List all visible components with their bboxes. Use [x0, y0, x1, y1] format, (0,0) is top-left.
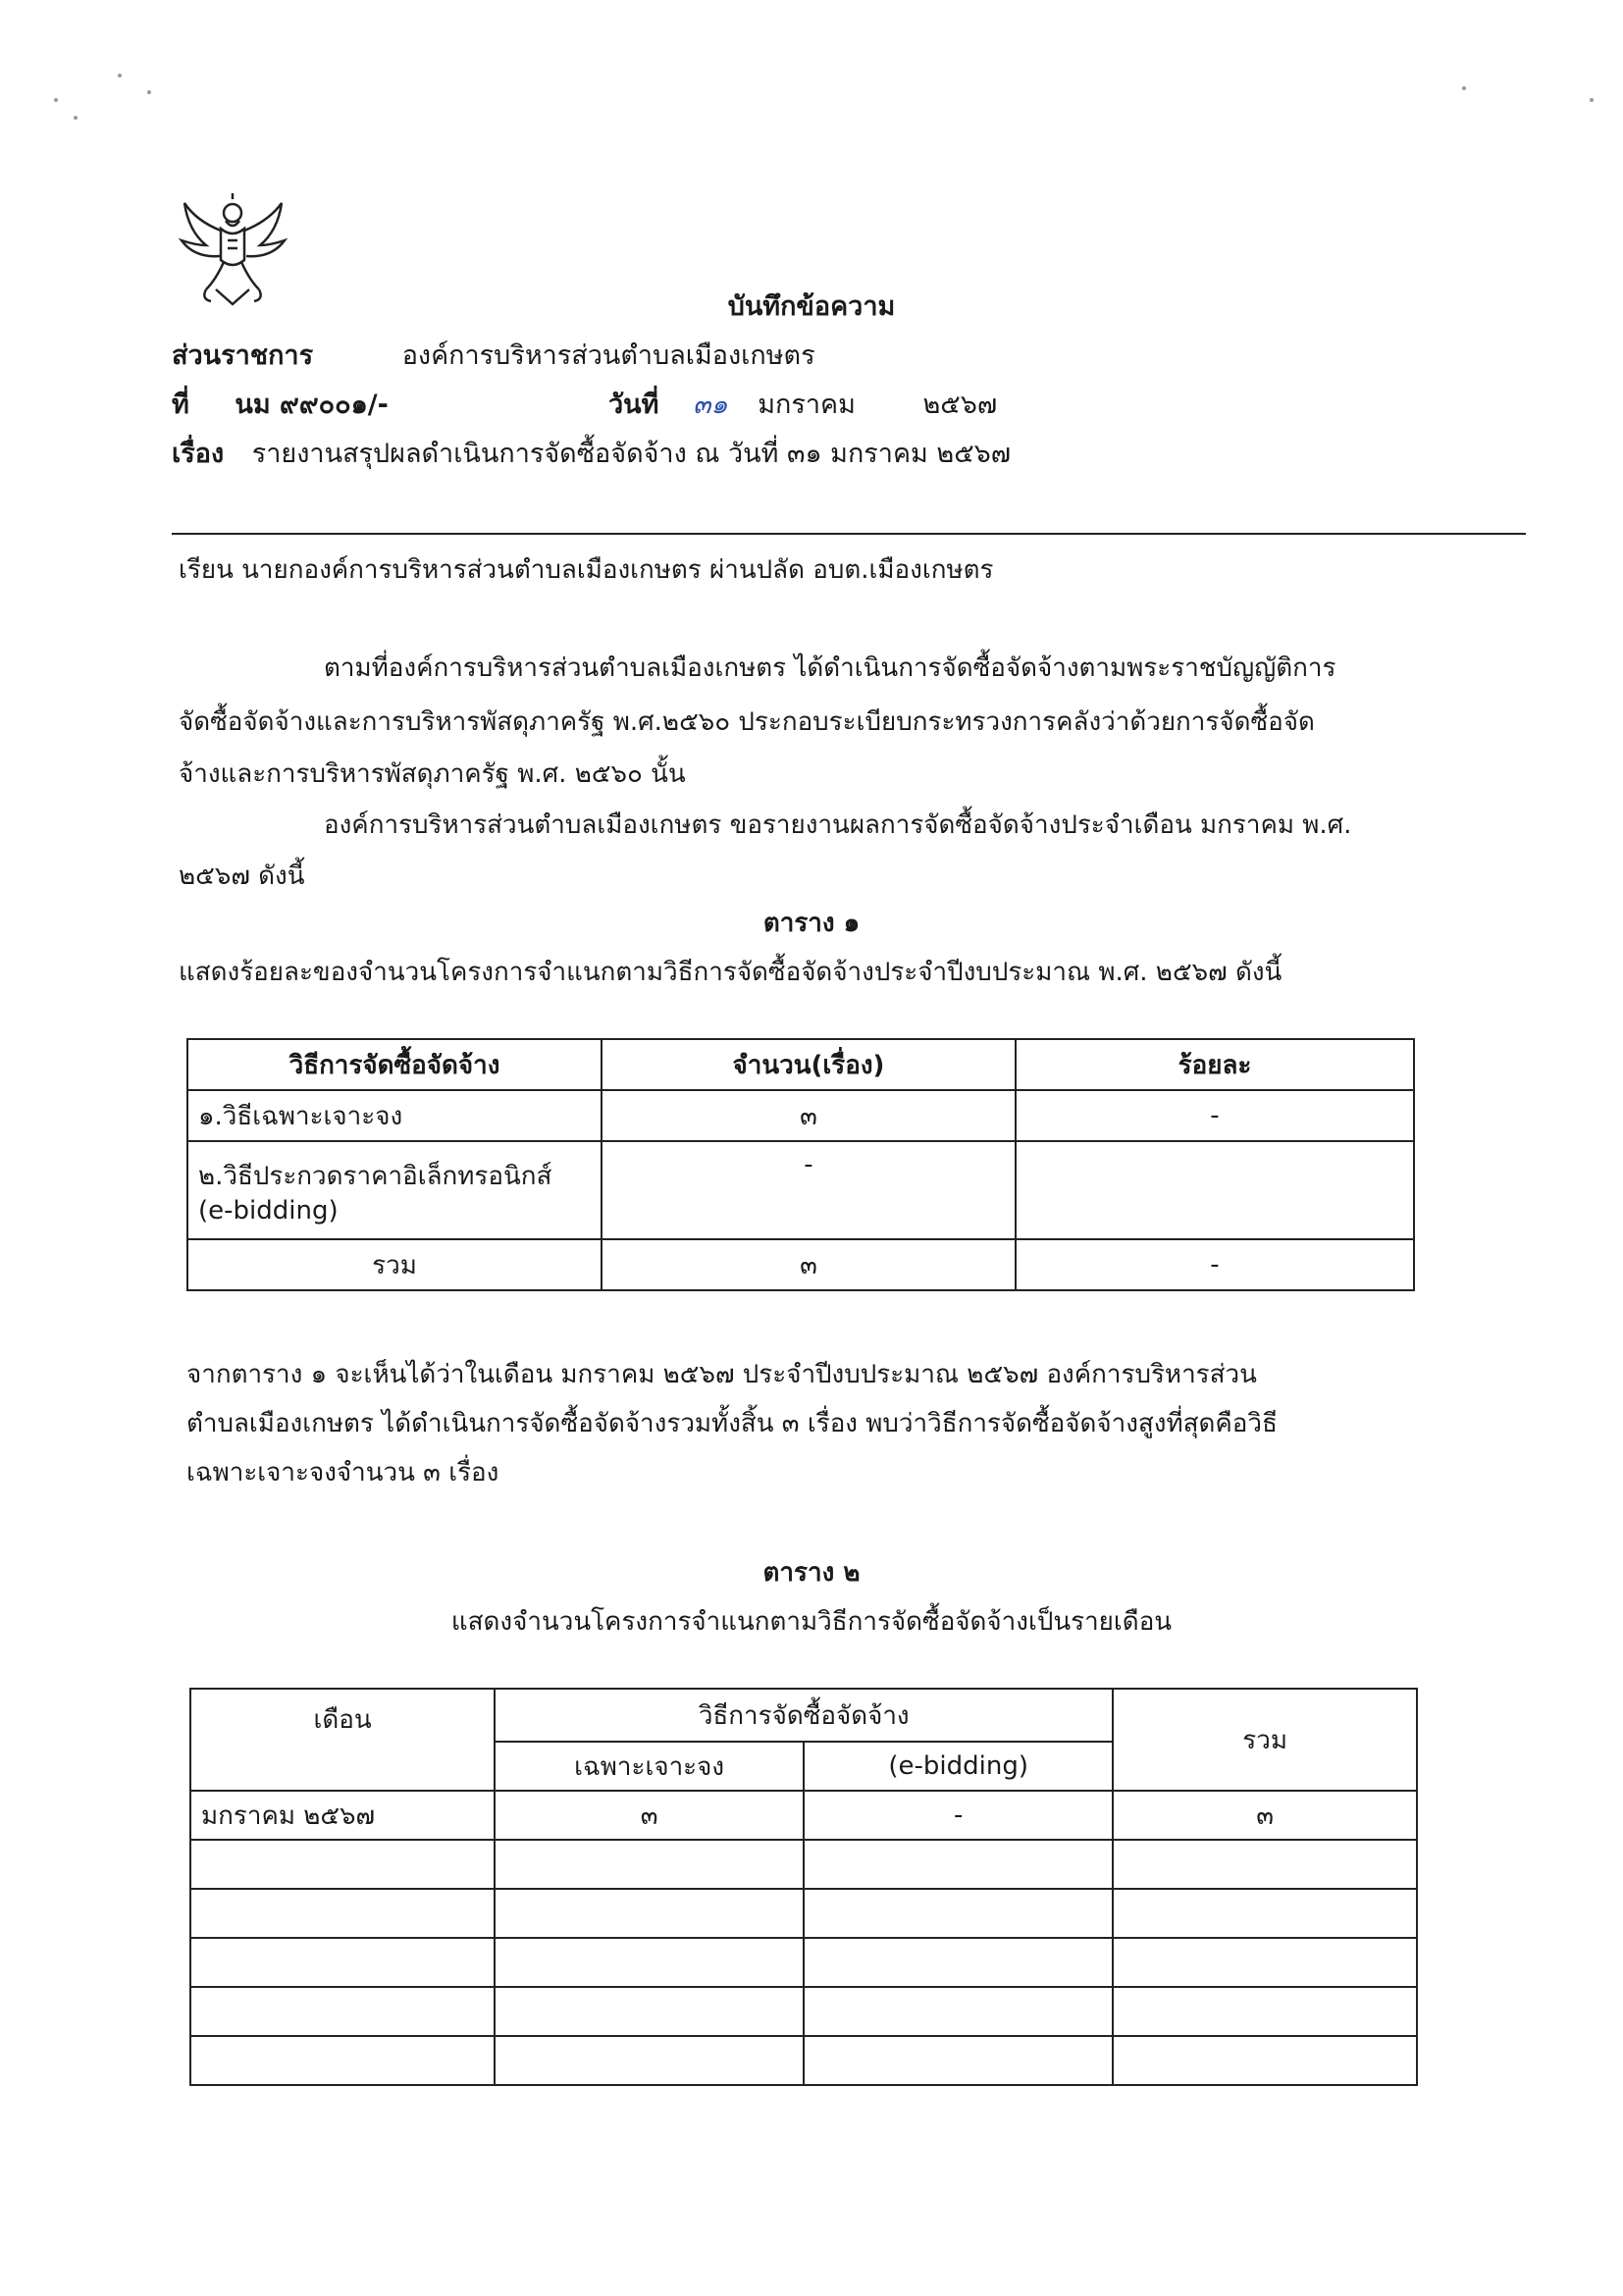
- scan-speck: [118, 74, 122, 78]
- table2-header-total: รวม: [1113, 1689, 1417, 1791]
- paragraph1-line2: จัดซื้อจัดจ้างและการบริหารพัสดุภาครัฐ พ.ศ.๒๕๖๐ ประกอบระเบียบกระทรวงการคลังว่าด้วยการจัดซื้อจัด: [179, 707, 1315, 737]
- table1-title: ตาราง ๑: [762, 909, 861, 938]
- ref-row: [172, 383, 389, 425]
- ref-number: นม ๙๙๐๐๑/-: [235, 390, 389, 420]
- table2-sub-ebidding: (e-bidding): [804, 1742, 1113, 1791]
- table-row: [187, 1090, 1414, 1141]
- table2-ebidding: -: [804, 1791, 1113, 1840]
- table2-total: ๓: [1113, 1791, 1417, 1840]
- table1-method: ๑.วิธีเฉพาะเจาะจง: [187, 1090, 602, 1141]
- date-row: [608, 383, 997, 425]
- table-row: [190, 1889, 1417, 1938]
- paragraph2-line2: ๒๕๖๗ ดังนี้: [179, 861, 305, 891]
- summary-line1: จากตาราง ๑ จะเห็นได้ว่าในเดือน มกราคม ๒๕๖๗ ประจำปีงบประมาณ ๒๕๖๗ องค์การบริหารส่วน: [186, 1360, 1257, 1389]
- table1-count: ๓: [602, 1239, 1016, 1290]
- table1-count: -: [602, 1141, 1016, 1239]
- date-year: ๒๕๖๗: [922, 390, 998, 420]
- table1-percent: [1016, 1141, 1414, 1239]
- table1-header-percent: ร้อยละ: [1016, 1039, 1414, 1090]
- table1-header-count: จำนวน(เรื่อง): [602, 1039, 1016, 1090]
- table1: [186, 1038, 1415, 1291]
- date-month: มกราคม: [758, 390, 856, 420]
- summary-line3: เฉพาะเจาะจงจำนวน ๓ เรื่อง: [186, 1458, 499, 1487]
- agency-label: ส่วนราชการ: [172, 340, 314, 371]
- table1-method-cell: [187, 1141, 602, 1239]
- table-row: [190, 1938, 1417, 1987]
- table2-header-method: วิธีการจัดซื้อจัดจ้าง: [495, 1689, 1113, 1742]
- scan-speck: [1462, 86, 1466, 90]
- table1-count: ๓: [602, 1090, 1016, 1141]
- scan-speck: [147, 90, 151, 94]
- table2-sub-specific: เฉพาะเจาะจง: [495, 1742, 804, 1791]
- subject-row: [172, 432, 1011, 474]
- table1-header-method: วิธีการจัดซื้อจัดจ้าง: [187, 1039, 602, 1090]
- table2: [189, 1688, 1418, 2086]
- salutation: เรียน นายกองค์การบริหารส่วนตำบลเมืองเกษตร ผ่านปลัด อบต.เมืองเกษตร: [179, 555, 994, 585]
- subject-text: รายงานสรุปผลดำเนินการจัดซื้อจัดจ้าง ณ วันที่ ๓๑ มกราคม ๒๕๖๗: [251, 439, 1012, 469]
- header-divider: [172, 533, 1526, 535]
- table-row: [187, 1239, 1414, 1290]
- table-row: [190, 1987, 1417, 2036]
- table-row: [190, 1840, 1417, 1889]
- scan-speck: [74, 116, 78, 120]
- table1-percent: -: [1016, 1090, 1414, 1141]
- table1-percent: -: [1016, 1239, 1414, 1290]
- agency-row: [172, 334, 815, 376]
- table2-caption: แสดงจำนวนโครงการจำแนกตามวิธีการจัดซื้อจัดจ้างเป็นรายเดือน: [450, 1607, 1173, 1637]
- table-row: [190, 1791, 1417, 1840]
- table2-specific: ๓: [495, 1791, 804, 1840]
- paragraph1-line3: จ้างและการบริหารพัสดุภาครัฐ พ.ศ. ๒๕๖๐ นั้น: [179, 759, 686, 789]
- scan-speck: [1590, 98, 1594, 102]
- paragraph1-line1: ตามที่องค์การบริหารส่วนตำบลเมืองเกษตร ได้ดำเนินการจัดซื้อจัดจ้างตามพระราชบัญญัติการ: [324, 653, 1336, 683]
- date-label: วันที่: [608, 390, 659, 420]
- table1-method: รวม: [187, 1239, 602, 1290]
- scan-speck: [54, 98, 58, 102]
- table2-header-month: เดือน: [190, 1689, 495, 1791]
- table1-method-note: (e-bidding): [198, 1195, 339, 1226]
- table-row: [190, 2036, 1417, 2085]
- summary-line2: ตำบลเมืองเกษตร ได้ดำเนินการจัดซื้อจัดจ้างรวมทั้งสิ้น ๓ เรื่อง พบว่าวิธีการจัดซื้อจัดจ้างสูงที่สุดคือวิธี: [186, 1409, 1278, 1438]
- subject-label: เรื่อง: [172, 439, 225, 469]
- table2-month: มกราคม ๒๕๖๗: [190, 1791, 495, 1840]
- table2-title: ตาราง ๒: [762, 1558, 861, 1588]
- paragraph2-line1: องค์การบริหารส่วนตำบลเมืองเกษตร ขอรายงานผลการจัดซื้อจัดจ้างประจำเดือน มกราคม พ.ศ.: [324, 810, 1352, 840]
- table-row: [187, 1141, 1414, 1239]
- table1-caption: แสดงร้อยละของจำนวนโครงการจำแนกตามวิธีการจัดซื้อจัดจ้างประจำปีงบประมาณ พ.ศ. ๒๕๖๗ ดังนี้: [179, 958, 1283, 987]
- table1-method: ๒.วิธีประกวดราคาอิเล็กทรอนิกส์: [198, 1161, 552, 1191]
- memo-title: บันทึกข้อความ: [727, 291, 896, 322]
- ref-label: ที่: [172, 390, 189, 420]
- agency-name: องค์การบริหารส่วนตำบลเมืองเกษตร: [401, 340, 815, 371]
- date-day: ๓๑: [693, 390, 728, 420]
